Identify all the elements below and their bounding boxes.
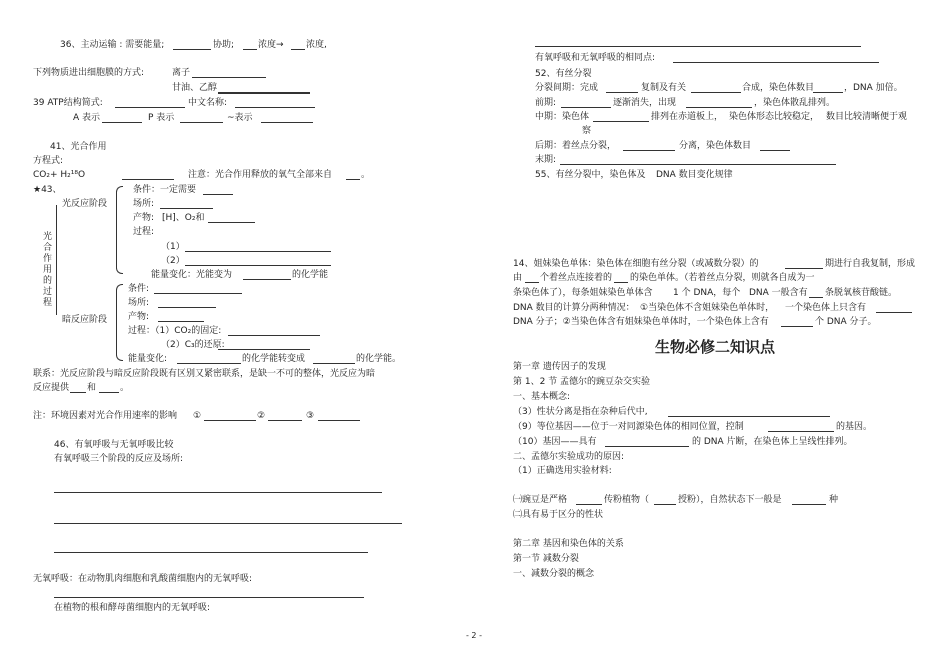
interphase-syn: 合成，染色体数目 (742, 83, 815, 93)
blank (606, 92, 638, 93)
blank (203, 194, 233, 195)
chapter1: 第一章 遗传因子的发现 (513, 362, 606, 372)
q41-label: 41、光合作用 (50, 142, 107, 152)
product-items: [H]、O₂和 (162, 213, 205, 223)
q14-line2: 由 (513, 273, 523, 283)
blank (561, 107, 611, 108)
blank (673, 62, 879, 63)
substances-intro: 下列物质进出细胞膜的方式: (33, 68, 145, 78)
anaphase: 后期：着丝点分裂， (535, 141, 617, 151)
prophase-text: 逐渐消失，出现 (613, 98, 677, 108)
prophase-end: ，染色体散乱排列。 (754, 98, 836, 108)
aerobic-label: 有氧呼吸三个阶段的反应及场所: (54, 454, 184, 464)
atp-p: P 表示 (148, 113, 175, 123)
q36-help: 协助; (213, 40, 235, 50)
q36-conc: 浓度→ (258, 40, 284, 50)
page-number: - 2 - (466, 631, 482, 640)
answer-line (535, 46, 861, 47)
concept-10-tail: 的 DNA 片断，在染色体上呈线性排列。 (692, 437, 853, 447)
blank (605, 446, 689, 447)
link2-and: 和 (87, 383, 97, 393)
blank (180, 122, 223, 123)
pea-1d: 种 (829, 495, 839, 505)
brace-outer (56, 205, 57, 315)
blank (158, 307, 216, 308)
interphase: 分裂间期：完成 (535, 83, 599, 93)
dark-energy-tail: 的化学能。 (356, 354, 402, 364)
section12: 第 1、2 节 孟德尔的豌豆杂交实验 (513, 377, 651, 387)
q52-label: 52、有丝分裂 (535, 69, 592, 79)
answer-line (54, 523, 402, 524)
blank (70, 392, 86, 393)
atp-label: 39 ATP结构简式: (33, 98, 103, 108)
concept-3: （3）性状分离是指在杂种后代中, (513, 407, 648, 417)
note-oxygen: 注意：光合作用释放的氧气全部来自 (188, 170, 333, 180)
blank (760, 150, 790, 151)
brace-light (116, 186, 123, 274)
q36-label: 36、主动运输 : 需要能量; (60, 40, 165, 50)
q14-line4: DNA 数目的计算分两种情况： (513, 303, 635, 313)
blank (686, 107, 752, 108)
atp-tilde: ~表示 (227, 113, 253, 123)
metaphase-text: 排列在赤道板上， (651, 112, 724, 122)
pea-1c: 授粉），自然状态下一般是 (678, 495, 782, 505)
meiosis-concept: 一、减数分裂的概念 (513, 569, 595, 579)
period: 。 (361, 170, 371, 180)
answer-line (54, 552, 368, 553)
blank (218, 92, 310, 94)
answer-line (54, 597, 364, 598)
step1: （1） (161, 242, 185, 252)
q14-line1b: 期进行自我复制，形成 (825, 259, 916, 269)
answer-line (54, 492, 382, 493)
anaphase-mid: 分离，染色体数目 (679, 141, 752, 151)
q55-label: 55、有丝分裂中，染色体及 (535, 170, 646, 180)
blank (313, 363, 355, 364)
pea-1b: 传粉植物（ (604, 495, 650, 505)
energy-change: 能量变化：光能变为 (151, 270, 233, 280)
q14-line1: 14、姐妹染色单体：染色体在细胞有丝分裂（或减数分裂）的 (513, 259, 759, 269)
dark-condition: 条件: (128, 284, 150, 294)
blank (576, 504, 602, 505)
concept-10: （10）基因——具有 (513, 437, 597, 447)
blank (268, 420, 302, 421)
process-label: 光合作用的过程 (43, 232, 53, 308)
anaerobic-plant: 在植物的根和酵母菌细胞内的无氧呼吸: (54, 603, 211, 613)
blank (102, 122, 142, 123)
link2-end: 。 (120, 383, 130, 393)
metaphase-wrap: 察 (582, 126, 592, 136)
light-stage: 光反应阶段 (62, 199, 108, 209)
dark-energy: 能量变化: (128, 354, 168, 364)
dark-site: 场所: (128, 298, 150, 308)
page-title: 生物必修二知识点 (655, 338, 776, 356)
product: 产物: (133, 213, 155, 223)
blank (291, 49, 305, 50)
blank (122, 179, 174, 180)
env-note: 注：环境因素对光合作用速率的影响 (33, 411, 178, 421)
blank (560, 164, 836, 165)
condition: 条件：一定需要 (133, 185, 197, 195)
q14-line2b: 个着丝点连接着的 (540, 273, 613, 283)
q14-line5: DNA 分子；②当染色体含有姐妹染色单体时，一个染色体上含有 (513, 317, 769, 327)
q14-line3d: 条脱氧核苷酸链。 (825, 288, 898, 298)
blank (228, 335, 320, 336)
blank (261, 122, 313, 123)
atp-a: A 表示 (73, 113, 101, 123)
section1: 第一节 减数分裂 (513, 554, 579, 564)
q14-line3b: 1 个 DNA，每个 (673, 288, 741, 298)
basic-concepts: 一、基本概念: (513, 392, 571, 402)
blank (525, 282, 539, 283)
dark-product: 产物: (128, 312, 150, 322)
blank (876, 312, 912, 313)
blank (115, 107, 185, 108)
blank (623, 150, 675, 151)
blank (346, 179, 360, 180)
blank (809, 297, 823, 298)
metaphase: 中期：染色体 (535, 112, 590, 122)
reason-1: （1）正确选用实验材料: (513, 466, 612, 476)
q46-label: 46、有氧呼吸与无氧呼吸比较 (54, 440, 174, 450)
concept-9-tail: 的基因。 (836, 422, 873, 432)
concept-9: （9）等位基因——位于一对同源染色体的相同位置，控制 (513, 422, 744, 432)
dark-process: 过程：（1）CO₂的固定: (128, 326, 222, 336)
pea-1: ㈠豌豆是严格 (513, 495, 568, 505)
co2-h2o: CO₂+ H₂¹⁸O (33, 170, 86, 180)
blank (785, 268, 823, 269)
anaerobic-label: 无氧呼吸：在动物肌肉细胞和乳酸菌细胞内的无氧呼吸: (33, 574, 253, 584)
blank (185, 251, 331, 252)
metaphase-end: 染色体形态比较稳定， (729, 112, 820, 122)
blank (593, 121, 649, 122)
blank (235, 107, 315, 108)
link-text: 联系：光反应阶段与暗反应阶段既有区别又紧密联系，是缺一不可的整体，光反应为暗 (33, 369, 376, 379)
equation-label: 方程式: (33, 156, 64, 166)
blank (781, 326, 813, 327)
blank (614, 282, 628, 283)
ion-label: 离子 (172, 68, 191, 78)
blank (243, 279, 291, 280)
success-reason: 二、孟德尔实验成功的原因: (513, 452, 625, 462)
blank (154, 293, 242, 294)
env-3: ③ (306, 411, 315, 421)
step2: （2） (161, 256, 185, 266)
env-2: ② (257, 411, 266, 421)
brace-dark (116, 284, 123, 361)
q14-line4c: 一个染色体上只含有 (785, 303, 867, 313)
q14-line3: 条染色体了），每条姐妹染色单体含 (513, 288, 653, 298)
blank (691, 92, 741, 93)
blank (177, 363, 241, 364)
blank (318, 420, 360, 421)
chapter2: 第二章 基因和染色体的关系 (513, 539, 624, 549)
energy-change-tail: 的化学能 (292, 270, 329, 280)
metaphase-end2: 数目比较清晰便于观 (826, 112, 908, 122)
q14-line4b: ①当染色体不含姐妹染色单体时， (640, 303, 775, 313)
prophase: 前期: (535, 98, 557, 108)
blank (654, 504, 676, 505)
q55-tail: DNA 数目变化规律 (656, 170, 733, 180)
blank (768, 431, 834, 432)
pea-2: ㈡具有易于区分的性状 (513, 510, 604, 520)
q14-line3c: DNA 一般含有 (749, 288, 808, 298)
blank (173, 49, 211, 50)
q36-conc2: 浓度, (306, 40, 327, 50)
blank (192, 77, 266, 78)
common-label: 有氧呼吸和无氧呼吸的相同点: (535, 53, 656, 63)
link2: 反应提供 (33, 383, 70, 393)
site: 场所: (133, 199, 155, 209)
q43-label: ★43、 (33, 185, 62, 195)
interphase-dna: ，DNA 加倍。 (844, 83, 903, 93)
dark-stage: 暗反应阶段 (62, 315, 108, 325)
interphase-rep: 复制及有关 (641, 83, 687, 93)
env-1: ① (193, 411, 202, 421)
q14-line5b: 个 DNA 分子。 (815, 317, 877, 327)
blank (813, 92, 843, 93)
blank (158, 321, 204, 322)
dark-step2: （2）C₃的还原: (161, 340, 225, 350)
dark-energy-mid: 的化学能转变成 (242, 354, 306, 364)
blank (792, 504, 826, 505)
process: 过程: (133, 227, 155, 237)
atp-cn: 中文名称: (188, 98, 228, 108)
blank (208, 222, 255, 223)
blank (243, 49, 257, 50)
q14-line2c: 的染色单体。（若着丝点分裂，则就各自成为一 (630, 273, 815, 283)
glycerol-label: 甘油、乙醇 (172, 83, 218, 93)
blank (99, 392, 119, 393)
telophase: 末期: (535, 155, 557, 165)
blank (668, 416, 830, 417)
blank (185, 265, 331, 266)
blank (160, 208, 213, 209)
blank (218, 349, 310, 350)
blank (204, 420, 256, 421)
